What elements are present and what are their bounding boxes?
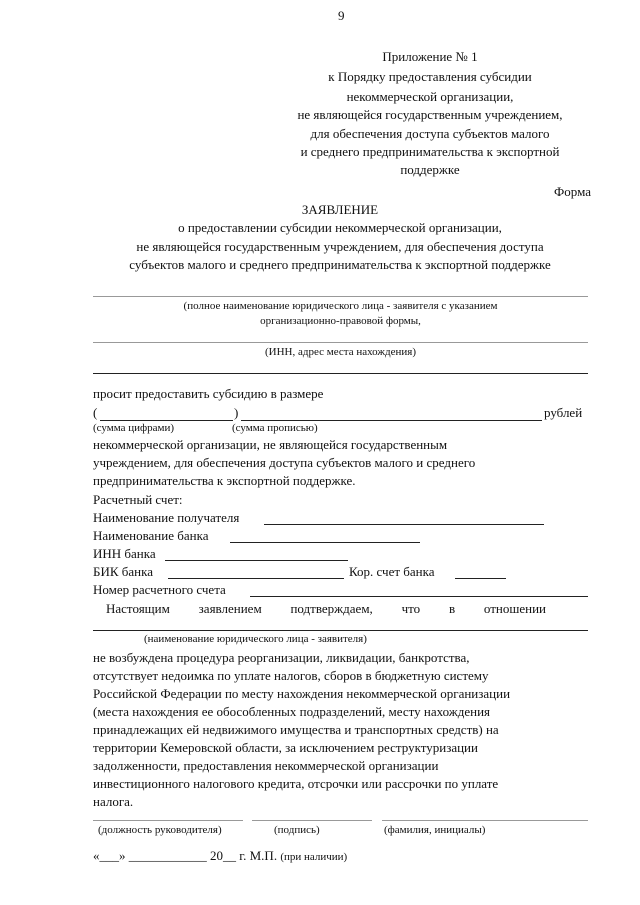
full-name-caption: организационно-правовой формы, bbox=[260, 315, 421, 327]
recipient-field[interactable] bbox=[264, 524, 544, 525]
position-caption: (должность руководителя) bbox=[98, 824, 222, 836]
org-para-line: учреждением, для обеспечения доступа субъектов малого и среднего bbox=[93, 455, 476, 470]
appendix-line: и среднего предпринимательства к экспортной bbox=[300, 144, 560, 159]
org-para-line: некоммерческой организации, не являющейся государственным bbox=[93, 437, 448, 452]
form-label: Форма bbox=[554, 184, 591, 199]
sum-words-caption: (сумма прописью) bbox=[232, 422, 318, 434]
close-paren: ) bbox=[234, 405, 239, 420]
confirm-para-line: Российской Федерации по месту нахождения некоммерческой организации bbox=[93, 686, 511, 701]
document-subtitle-line: не являющейся государственным учреждением, для обеспечения доступа bbox=[136, 239, 544, 254]
confirm-para-line: инвестиционного налогового кредита, отсрочки или рассрочки по уплате bbox=[93, 776, 499, 791]
bank-name-label: Наименование банка bbox=[93, 528, 209, 543]
appendix-line: некоммерческой организации, bbox=[346, 89, 514, 104]
applicant-name-field[interactable] bbox=[93, 630, 588, 631]
extra-line[interactable] bbox=[93, 373, 588, 374]
confirm-para-line: налога. bbox=[93, 794, 134, 809]
confirm-para-line: отсутствует недоимка по уплате налогов, сборов в бюджетную систему bbox=[93, 668, 489, 683]
corr-account-field[interactable] bbox=[455, 578, 506, 579]
full-name-field[interactable] bbox=[93, 296, 588, 297]
confirm-para-line: (места нахождения ее обособленных подразделений, месту нахождения bbox=[93, 704, 491, 719]
full-name-caption: (полное наименование юридического лица - заявителя с указанием bbox=[183, 300, 498, 312]
confirm-para-line: территории Кемеровской области, за исключением реструктуризации bbox=[93, 740, 478, 755]
bik-field[interactable] bbox=[168, 578, 344, 579]
corr-account-label: Кор. счет банка bbox=[349, 564, 435, 579]
bank-inn-label: ИНН банка bbox=[93, 546, 156, 561]
date-stamp-line bbox=[93, 848, 347, 864]
document-subtitle-line: о предоставлении субсидии некоммерческой организации, bbox=[178, 220, 502, 235]
stamp-note: (при наличии) bbox=[280, 851, 348, 863]
bank-inn-field[interactable] bbox=[165, 560, 348, 561]
account-label: Расчетный счет: bbox=[93, 492, 183, 507]
confirm-para-line: задолженности, предоставления некоммерческой организации bbox=[93, 758, 439, 773]
appendix-line: не являющейся государственным учреждением, bbox=[297, 107, 563, 122]
sum-digits-caption: (сумма цифрами) bbox=[93, 422, 175, 434]
bank-name-field[interactable] bbox=[230, 542, 420, 543]
appendix-title: Приложение № 1 bbox=[382, 49, 478, 64]
document-subtitle-line: субъектов малого и среднего предпринимательства к экспортной поддержке bbox=[129, 257, 551, 272]
confirm-para-line: не возбуждена процедура реорганизации, ликвидации, банкротства, bbox=[93, 650, 470, 665]
confirm-line: Настоящим заявлением подтверждаем, что в отношении bbox=[106, 601, 546, 616]
confirm-para-line: принадлежащих ей недвижимого имущества и транспортных средств) на bbox=[93, 722, 499, 737]
recipient-label: Наименование получателя bbox=[93, 510, 240, 525]
account-number-label: Номер расчетного счета bbox=[93, 582, 226, 597]
appendix-line: для обеспечения доступа субъектов малого bbox=[310, 126, 550, 141]
date-field[interactable]: «___» ____________ 20__ г. М.П. bbox=[93, 848, 278, 863]
inn-address-caption: (ИНН, адрес места нахождения) bbox=[265, 346, 416, 358]
appendix-line: к Порядку предоставления субсидии bbox=[328, 69, 532, 84]
sum-words-field[interactable] bbox=[241, 420, 542, 421]
surname-field[interactable] bbox=[382, 820, 588, 821]
bik-label: БИК банка bbox=[93, 564, 154, 579]
signature-caption: (подпись) bbox=[274, 824, 320, 836]
open-paren: ( bbox=[93, 405, 98, 420]
position-field[interactable] bbox=[93, 820, 243, 821]
sum-digits-field[interactable] bbox=[100, 420, 233, 421]
org-para-line: предпринимательства к экспортной поддержке. bbox=[93, 473, 356, 488]
appendix-line: поддержке bbox=[400, 162, 460, 177]
surname-caption: (фамилия, инициалы) bbox=[384, 824, 486, 836]
page-number: 9 bbox=[338, 8, 345, 23]
signature-field[interactable] bbox=[252, 820, 372, 821]
applicant-name-caption: (наименование юридического лица - заявителя) bbox=[144, 633, 367, 645]
inn-address-field[interactable] bbox=[93, 342, 588, 343]
account-number-field[interactable] bbox=[250, 596, 588, 597]
rubles-label: рублей bbox=[544, 405, 583, 420]
document-title: ЗАЯВЛЕНИЕ bbox=[301, 202, 379, 217]
request-line: просит предоставить субсидию в размере bbox=[93, 386, 324, 401]
